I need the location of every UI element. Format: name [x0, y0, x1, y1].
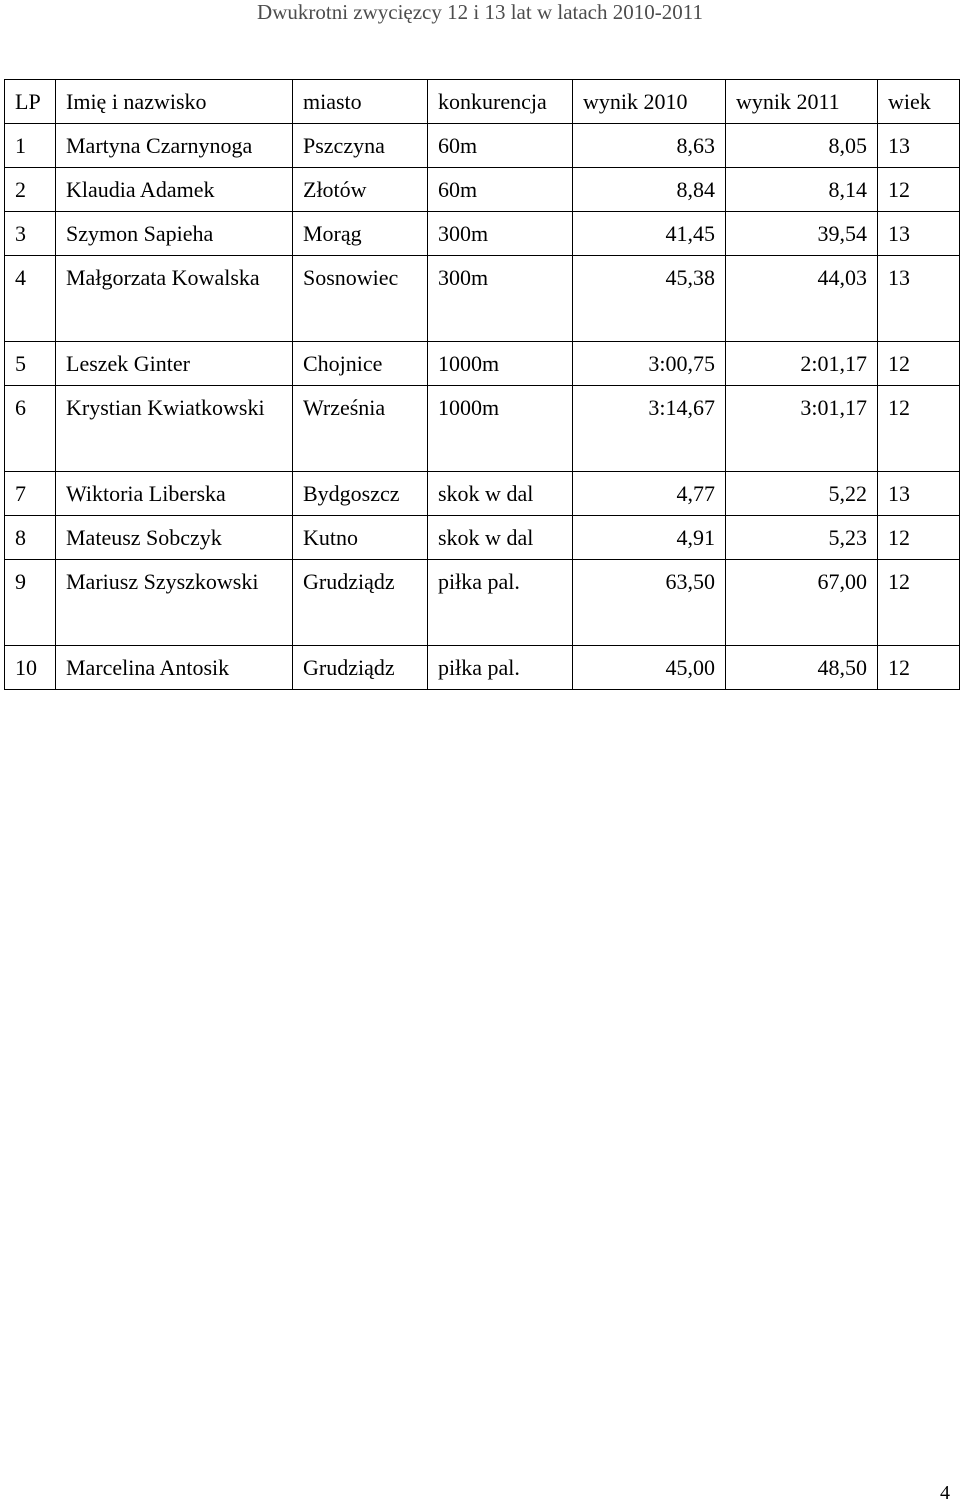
cell-result-2011: 5,22: [726, 472, 878, 516]
header-lp: LP: [5, 80, 56, 124]
cell-result-2010: 45,38: [573, 256, 726, 342]
cell-age: 13: [878, 472, 960, 516]
cell-city: Kutno: [293, 516, 428, 560]
cell-name: Krystian Kwiatkowski: [56, 386, 293, 472]
header-age: wiek: [878, 80, 960, 124]
cell-event: piłka pal.: [428, 646, 573, 690]
table-row: [5, 256, 960, 342]
cell-city: Pszczyna: [293, 124, 428, 168]
cell-result-2011: 3:01,17: [726, 386, 878, 472]
table-row: [5, 516, 960, 560]
cell-result-2010: 4,91: [573, 516, 726, 560]
header-result-2011: wynik 2011: [726, 80, 878, 124]
cell-result-2010: 63,50: [573, 560, 726, 646]
cell-name: Leszek Ginter: [56, 342, 293, 386]
cell-lp: 3: [5, 212, 56, 256]
cell-city: Morąg: [293, 212, 428, 256]
cell-event: 60m: [428, 124, 573, 168]
header-city: miasto: [293, 80, 428, 124]
cell-lp: 4: [5, 256, 56, 342]
cell-name: Mariusz Szyszkowski: [56, 560, 293, 646]
cell-city: Grudziądz: [293, 560, 428, 646]
cell-event: 1000m: [428, 342, 573, 386]
table-row: [5, 124, 960, 168]
cell-result-2011: 48,50: [726, 646, 878, 690]
cell-result-2011: 67,00: [726, 560, 878, 646]
cell-result-2010: 3:14,67: [573, 386, 726, 472]
cell-name: Wiktoria Liberska: [56, 472, 293, 516]
table-row: [5, 646, 960, 690]
cell-age: 12: [878, 342, 960, 386]
cell-lp: 6: [5, 386, 56, 472]
cell-result-2011: 8,05: [726, 124, 878, 168]
cell-event: skok w dal: [428, 516, 573, 560]
cell-age: 12: [878, 560, 960, 646]
cell-lp: 7: [5, 472, 56, 516]
cell-lp: 8: [5, 516, 56, 560]
cell-name: Marcelina Antosik: [56, 646, 293, 690]
cell-event: 300m: [428, 256, 573, 342]
cell-city: Sosnowiec: [293, 256, 428, 342]
header-name: Imię i nazwisko: [56, 80, 293, 124]
table-row: [5, 168, 960, 212]
cell-result-2010: 8,63: [573, 124, 726, 168]
cell-result-2010: 3:00,75: [573, 342, 726, 386]
cell-age: 12: [878, 646, 960, 690]
cell-result-2010: 45,00: [573, 646, 726, 690]
page-header: Dwukrotni zwycięzcy 12 i 13 lat w latach 2010-2011: [257, 0, 703, 24]
cell-lp: 10: [5, 646, 56, 690]
cell-lp: 9: [5, 560, 56, 646]
cell-lp: 5: [5, 342, 56, 386]
cell-name: Martyna Czarnynoga: [56, 124, 293, 168]
header-result-2010: wynik 2010: [573, 80, 726, 124]
header-event: konkurencja: [428, 80, 573, 124]
cell-result-2010: 4,77: [573, 472, 726, 516]
cell-result-2010: 8,84: [573, 168, 726, 212]
cell-event: skok w dal: [428, 472, 573, 516]
cell-event: 60m: [428, 168, 573, 212]
table-row: [5, 342, 960, 386]
cell-age: 13: [878, 124, 960, 168]
cell-result-2011: 8,14: [726, 168, 878, 212]
cell-city: Złotów: [293, 168, 428, 212]
table-row: [5, 560, 960, 646]
cell-event: piłka pal.: [428, 560, 573, 646]
cell-city: Grudziądz: [293, 646, 428, 690]
table-row: [5, 386, 960, 472]
cell-name: Klaudia Adamek: [56, 168, 293, 212]
page-number: 4: [940, 1482, 950, 1504]
table-row: [5, 472, 960, 516]
table-header-row: [5, 80, 960, 124]
results-table: [4, 79, 960, 690]
cell-result-2011: 39,54: [726, 212, 878, 256]
cell-age: 12: [878, 168, 960, 212]
cell-name: Szymon Sapieha: [56, 212, 293, 256]
cell-event: 1000m: [428, 386, 573, 472]
cell-lp: 2: [5, 168, 56, 212]
table-row: [5, 212, 960, 256]
cell-city: Bydgoszcz: [293, 472, 428, 516]
table-body: [5, 80, 960, 690]
cell-city: Września: [293, 386, 428, 472]
cell-event: 300m: [428, 212, 573, 256]
cell-age: 13: [878, 256, 960, 342]
cell-name: Małgorzata Kowalska: [56, 256, 293, 342]
cell-age: 13: [878, 212, 960, 256]
cell-result-2011: 44,03: [726, 256, 878, 342]
cell-result-2011: 5,23: [726, 516, 878, 560]
cell-result-2011: 2:01,17: [726, 342, 878, 386]
cell-age: 12: [878, 386, 960, 472]
cell-lp: 1: [5, 124, 56, 168]
cell-name: Mateusz Sobczyk: [56, 516, 293, 560]
cell-age: 12: [878, 516, 960, 560]
cell-result-2010: 41,45: [573, 212, 726, 256]
cell-city: Chojnice: [293, 342, 428, 386]
